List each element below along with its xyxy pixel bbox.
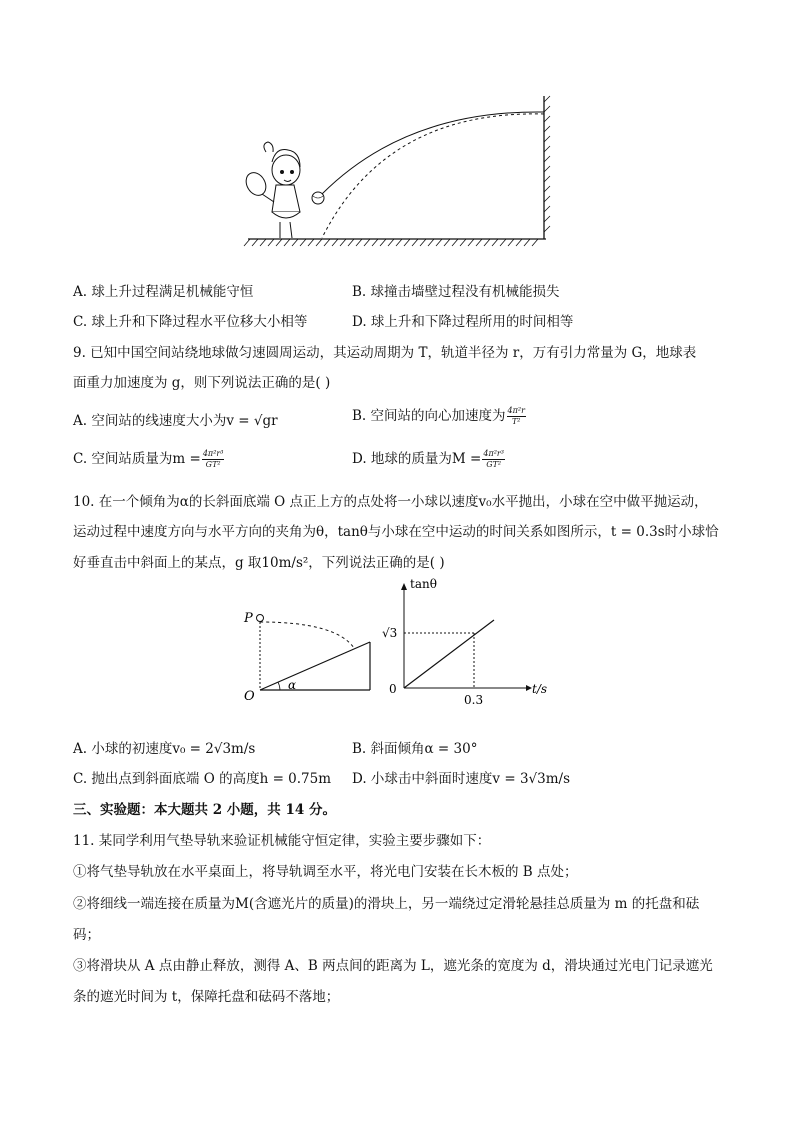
origin-label: 0: [389, 682, 397, 696]
incline-figure: [236, 602, 376, 704]
tan-theta-graph: [378, 574, 558, 712]
q10-option-b: B. 斜面倾角α = 30°: [352, 741, 478, 757]
q11-stem: 11. 某同学利用气垫导轨来验证机械能守恒定律，实验主要步骤如下：: [73, 833, 491, 849]
fraction-denominator: GT²: [486, 460, 502, 469]
q9-option-b: [352, 406, 526, 427]
fraction-numerator: 4π²r³: [202, 449, 224, 458]
q9-option-c-fraction: [202, 449, 225, 470]
q11-step2-line2: 码；: [73, 927, 100, 943]
y-axis-arrow: [401, 583, 407, 590]
q9-option-d-text: D. 地球的质量为M =: [352, 451, 482, 467]
y-tick-label: √3: [382, 626, 398, 640]
q10-stem-line2: 运动过程中速度方向与水平方向的夹角为θ，tanθ与小球在空中运动的时间关系如图所示，t = 0.3s时小球恰: [73, 524, 719, 540]
q9-option-c-text: C. 空间站质量为m =: [73, 451, 201, 467]
section-heading: 三、实验题：本大题共 2 小题，共 14 分。: [73, 802, 336, 818]
x-tick-label: 0.3: [464, 693, 484, 707]
label-alpha: α: [288, 678, 297, 692]
q9-option-d-fraction: [482, 449, 505, 470]
q8-option-b: B. 球撞击墙壁过程没有机械能损失: [352, 284, 560, 300]
q9-option-b-fraction: [507, 406, 526, 427]
incline-slope: [260, 642, 370, 690]
q10-option-c: C. 抛出点到斜面底端 O 的高度h = 0.75m: [73, 771, 332, 787]
q11-step3-line2: 条的遮光时间为 t，保障托盘和砝码不落地；: [73, 989, 340, 1005]
q8-option-a: A. 球上升过程满足机械能守恒: [73, 284, 254, 300]
launch-point: [257, 615, 264, 622]
tennis-wall-figure: [236, 92, 566, 252]
q9-option-b-text: B. 空间站的向心加速度为: [352, 408, 506, 424]
data-line: [404, 620, 494, 688]
q11-step2-line1: ②将细线一端连接在质量为M(含遮光片的质量)的滑块上，另一端绕过定滑轮悬挂总质量为 m 的托盘和砝: [73, 896, 700, 912]
fraction-denominator: T²: [511, 417, 521, 426]
q9-stem-line1: 9. 已知中国空间站绕地球做匀速圆周运动，其运动周期为 T，轨道半径为 r，万有引力常量为 G，地球表: [73, 345, 697, 361]
label-p: P: [244, 611, 253, 626]
q11-step1: ①将气垫导轨放在水平桌面上，将导轨调至水平，将光电门安装在长木板的 B 点处；: [73, 864, 578, 880]
q10-stem-line3: 好垂直击中斜面上的某点，g 取10m/s²，下列说法正确的是( ): [73, 555, 445, 571]
q9-stem-line2: 面重力加速度为 g，则下列说法正确的是( ): [73, 375, 331, 391]
fraction-numerator: 4π²r: [507, 406, 525, 415]
q8-option-c: C. 球上升和下降过程水平位移大小相等: [73, 314, 308, 330]
y-axis-label: tanθ: [410, 577, 437, 591]
x-axis-label: t/s: [532, 682, 548, 696]
projectile-path: [260, 622, 354, 648]
q10-option-a: A. 小球的初速度v₀ = 2√3m/s: [73, 741, 256, 757]
q11-step3-line1: ③将滑块从 A 点由静止释放，测得 A、B 两点间的距离为 L，遮光条的宽度为 d，滑块通过光电门记录遮光: [73, 958, 713, 974]
fraction-numerator: 4π²r³: [483, 449, 504, 458]
label-o: O: [244, 689, 255, 704]
q10-option-d: D. 小球击中斜面时速度v = 3√3m/s: [352, 771, 571, 787]
q8-option-d: D. 球上升和下降过程所用的时间相等: [352, 314, 574, 330]
q10-stem-line1: 10. 在一个倾角为α的长斜面底端 O 点正上方的点处将一小球以速度v₀水平抛出，小球在空中做平抛运动，: [73, 494, 708, 510]
q9-option-a: A. 空间站的线速度大小为v = √gr: [73, 413, 278, 429]
angle-arc: [278, 682, 280, 690]
q9-option-d: [352, 449, 505, 470]
fraction-denominator: GT²: [205, 460, 221, 469]
q9-option-c: [73, 449, 224, 470]
